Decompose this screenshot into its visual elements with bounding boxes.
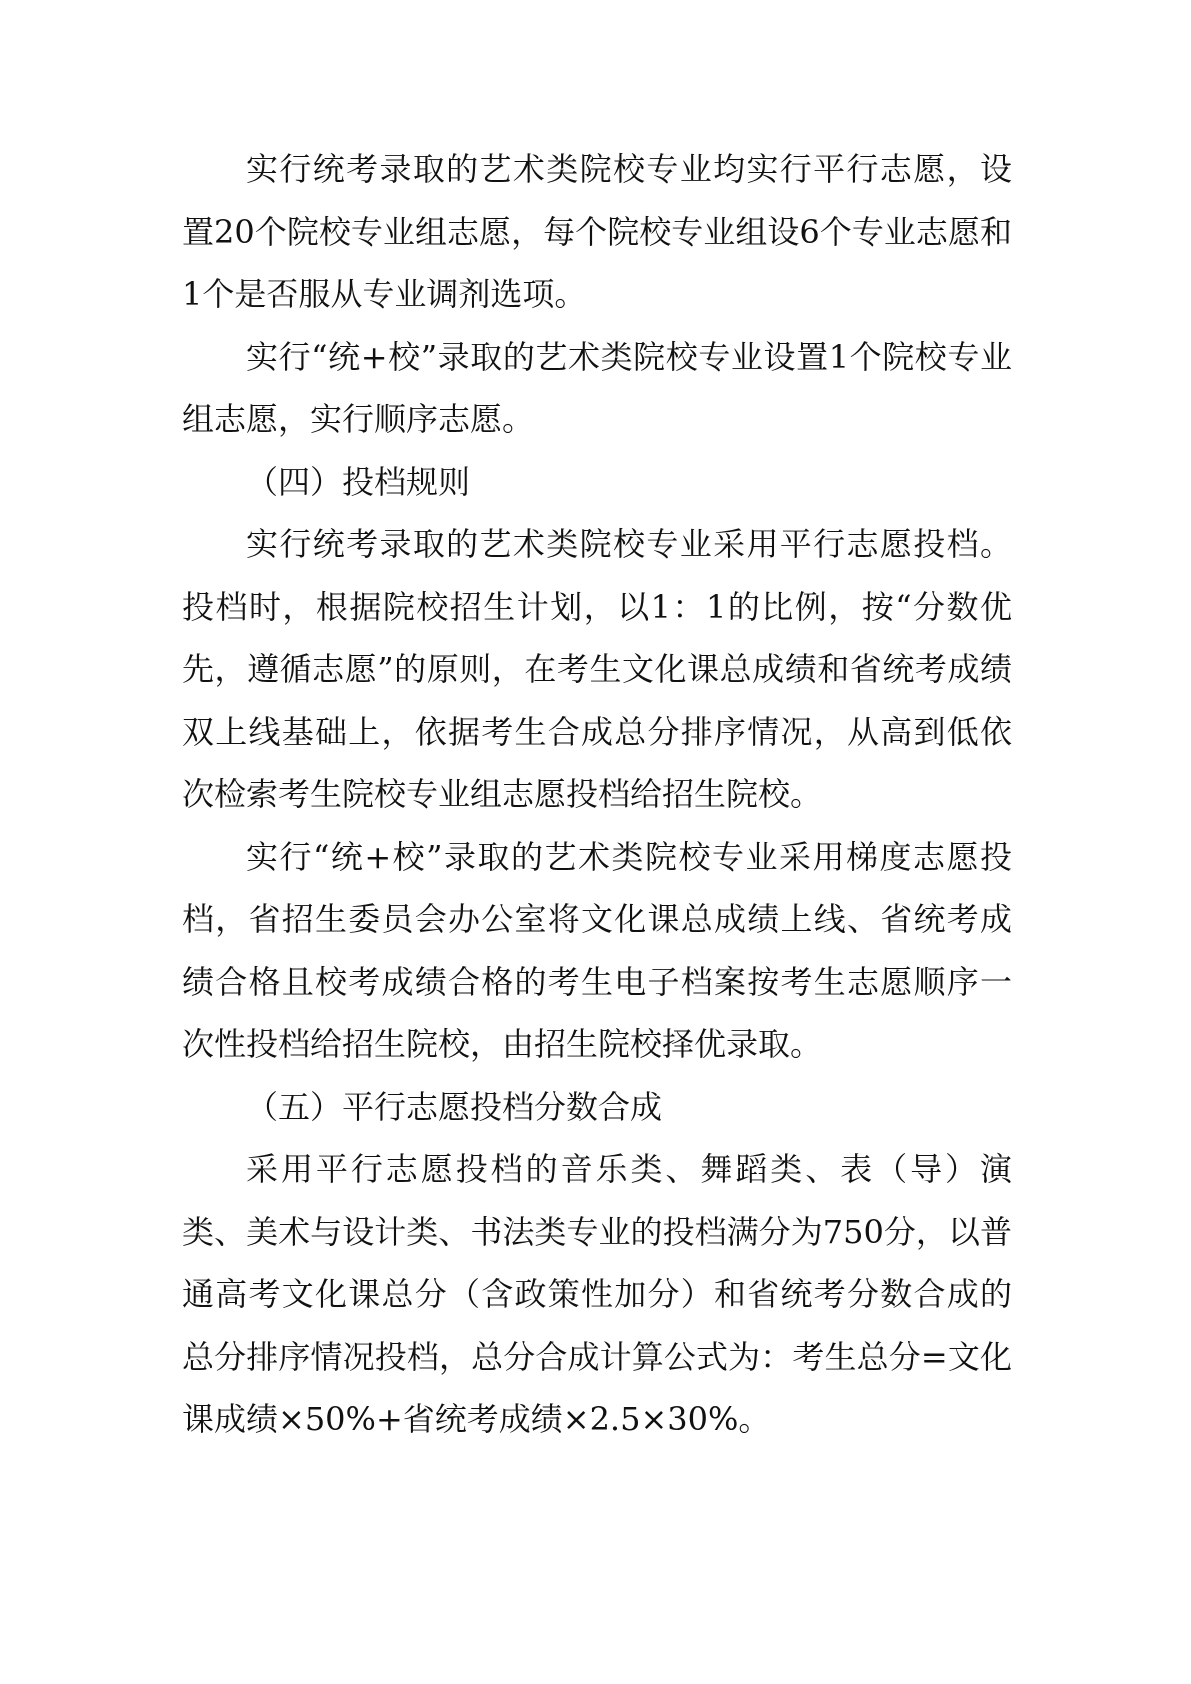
paragraph-parallel-filing: 实行统考录取的艺术类院校专业采用平行志愿投档。投档时，根据院校招生计划，以1：1的比例，按“分数优先，遵循志愿”的原则，在考生文化课总成绩和省统考成绩双上线基础上，依据考生合成总分排序情况，从高到低依次检索考生院校专业组志愿投档给招生院校。 bbox=[182, 525, 1012, 813]
section-heading-five: （五）平行志愿投档分数合成 bbox=[246, 1087, 663, 1126]
paragraph-score-formula: 采用平行志愿投档的音乐类、舞蹈类、表（导）演类、美术与设计类、书法类专业的投档满分为750分，以普通高考文化课总分（含政策性加分）和省统考分数合成的总分排序情况投档，总分合成计算公式为：考生总分=文化课成绩×50%+省统考成绩×2.5×30%。 bbox=[182, 1150, 1012, 1438]
section-heading-four: （四）投档规则 bbox=[246, 462, 471, 501]
paragraph-volunteer-setting: 实行统考录取的艺术类院校专业均实行平行志愿，设置20个院校专业组志愿，每个院校专业组设6个专业志愿和1个是否服从专业调剂选项。 bbox=[182, 150, 1012, 313]
paragraph-gradient-filing: 实行“统+校”录取的艺术类院校专业采用梯度志愿投档，省招生委员会办公室将文化课总成绩上线、省统考成绩合格且校考成绩合格的考生电子档案按考生志愿顺序一次性投档给招生院校，由招生院校择优录取。 bbox=[182, 837, 1012, 1063]
paragraph-school-exam-setting: 实行“统+校”录取的艺术类院校专业设置1个院校专业组志愿，实行顺序志愿。 bbox=[182, 337, 1012, 438]
document-body bbox=[182, 138, 1012, 1451]
